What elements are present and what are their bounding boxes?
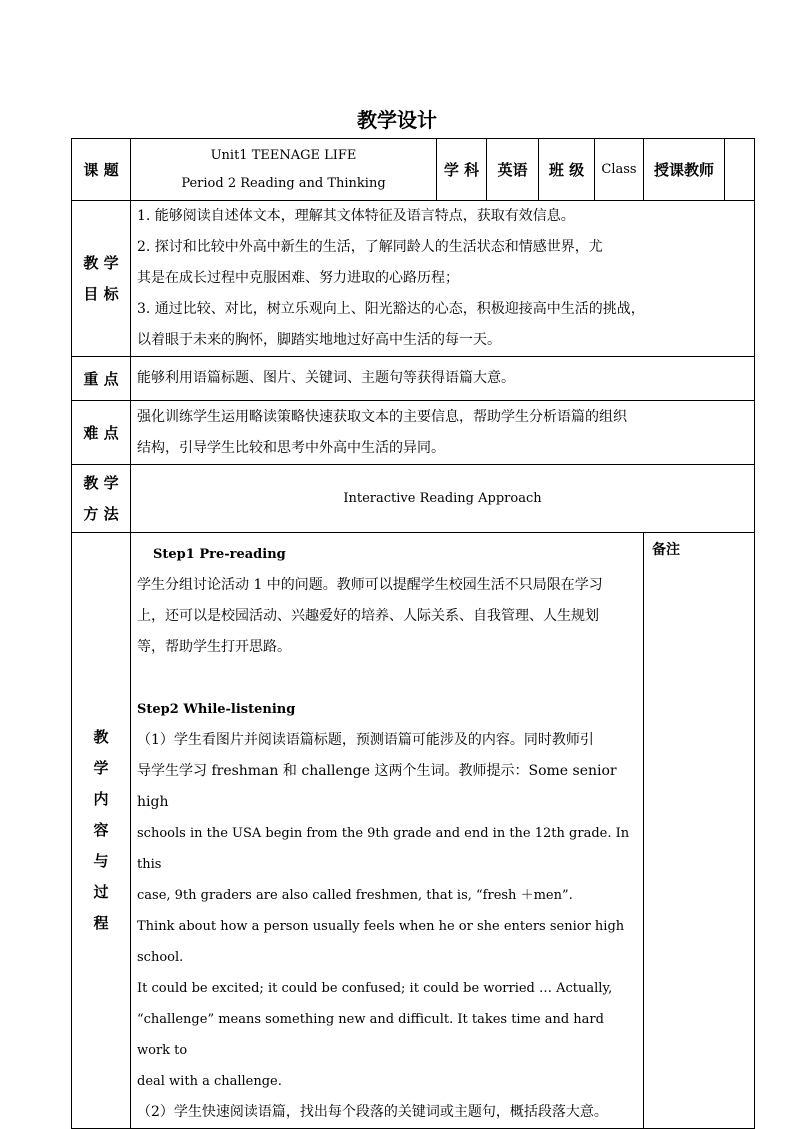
step2-line: schools in the USA begin from the 9th grade and end in the 12th grade. In this xyxy=(137,826,630,872)
key-points-text: 能够利用语篇标题、图片、关键词、主题句等获得语篇大意。 xyxy=(131,357,755,401)
objectives-text xyxy=(131,201,755,357)
objective-line: 1. 能够阅读自述体文本，理解其文体特征及语言特点，获取有效信息。 xyxy=(137,208,575,224)
difficulty-line: 强化训练学生运用略读策略快速获取文本的主要信息，帮助学生分析语篇的组织 xyxy=(137,408,627,425)
objectives-row xyxy=(72,201,755,357)
difficulty-line: 结构，引导学生比较和思考中外高中生活的异同。 xyxy=(137,439,445,456)
method-label: 教 学 方 法 xyxy=(72,465,131,533)
difficulties-label: 难 点 xyxy=(72,401,131,465)
course-period: Period 2 Reading and Thinking xyxy=(181,175,386,191)
objective-line: 2. 探讨和比较中外高中新生的生活，了解同龄人的生活状态和情感世界，尤 xyxy=(137,239,603,255)
objectives-label: 教 学 目 标 xyxy=(72,201,131,357)
method-row xyxy=(72,465,755,533)
step1-title: Step1 Pre-reading xyxy=(153,547,286,562)
subject-label: 学 科 xyxy=(437,139,487,201)
step1-line: 学生分组讨论活动 1 中的问题。教师可以提醒学生校园生活不只局限在学习 xyxy=(137,577,603,593)
objective-line: 3. 通过比较、对比，树立乐观向上、阳光豁达的心态，积极迎接高中生活的挑战， xyxy=(137,301,645,317)
objective-line: 以着眼于未来的胸怀，脚踏实地地过好高中生活的每一天。 xyxy=(137,332,501,348)
difficulties-row xyxy=(72,401,755,465)
step2-line: case, 9th graders are also called freshmen, that is, “fresh ＋men”. xyxy=(137,888,573,903)
teacher-label: 授课教师 xyxy=(644,139,725,201)
key-points-row xyxy=(72,357,755,401)
key-points-label: 重 点 xyxy=(72,357,131,401)
process-content xyxy=(131,533,644,1129)
page-title: 教学设计 xyxy=(357,108,437,132)
step2-line: （2）学生快速阅读语篇，找出每个段落的关键词或主题句，概括段落大意。 xyxy=(137,1104,608,1120)
topic-label: 课 题 xyxy=(72,139,131,201)
remark-label: 备注 xyxy=(644,533,755,1129)
step2-line: It could be excited; it could be confused; it could be worried … Actually, xyxy=(137,981,613,996)
objective-line: 其是在成长过程中克服困难、努力进取的心路历程； xyxy=(137,270,459,286)
header-row xyxy=(72,139,755,201)
lesson-plan-table xyxy=(71,138,755,1129)
step2-line: Think about how a person usually feels when he or she enters senior high school. xyxy=(137,919,625,965)
process-row xyxy=(72,533,755,1129)
class-value: Class xyxy=(595,139,644,201)
class-label: 班 级 xyxy=(539,139,595,201)
step1-line: 上，还可以是校园活动、兴趣爱好的培养、人际关系、自我管理、人生规划 xyxy=(137,608,599,624)
subject-value: 英语 xyxy=(487,139,539,201)
step2-line: 导学生学习 freshman 和 challenge 这两个生词。教师提示：Some senior high xyxy=(137,763,617,810)
step2-line: （1）学生看图片并阅读语篇标题，预测语篇可能涉及的内容。同时教师引 xyxy=(137,732,594,748)
difficulties-text xyxy=(131,401,755,465)
method-text: Interactive Reading Approach xyxy=(131,465,755,533)
blank-line xyxy=(137,663,639,694)
teacher-value xyxy=(725,139,755,201)
step2-line: “challenge” means something new and difficult. It takes time and hard work to xyxy=(137,1012,604,1058)
step2-line: deal with a challenge. xyxy=(137,1074,282,1089)
course-unit: Unit1 TEENAGE LIFE xyxy=(210,147,357,163)
step2-title: Step2 While-listening xyxy=(137,702,296,717)
step1-line: 等，帮助学生打开思路。 xyxy=(137,639,291,655)
course-title-cell xyxy=(131,139,437,201)
process-label: 教 学 内 容 与 过 程 xyxy=(72,533,131,1129)
